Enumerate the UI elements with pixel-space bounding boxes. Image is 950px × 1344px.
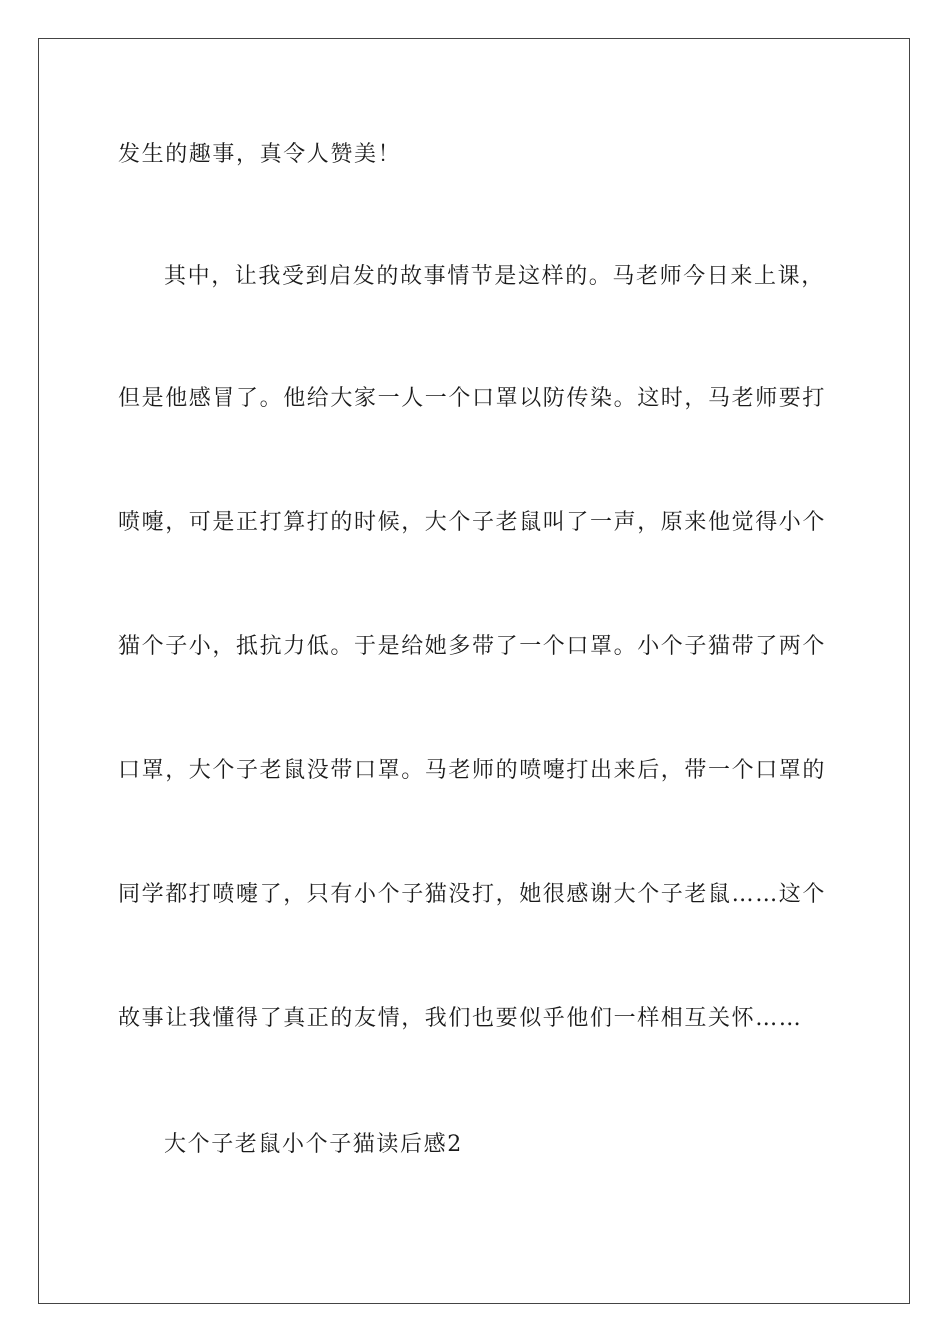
page-border <box>38 38 910 1304</box>
section-title: 大个子老鼠小个子猫读后感2 <box>164 1132 463 1157</box>
paragraph-line-3: 但是他感冒了。他给大家一人一个口罩以防传染。这时，马老师要打 <box>118 386 827 411</box>
paragraph-line-2: 其中，让我受到启发的故事情节是这样的。马老师今日来上课， <box>164 264 825 289</box>
paragraph-line-5: 猫个子小，抵抗力低。于是给她多带了一个口罩。小个子猫带了两个 <box>118 634 827 659</box>
paragraph-line-7: 同学都打喷嚏了，只有小个子猫没打，她很感谢大个子老鼠……这个 <box>118 882 827 907</box>
paragraph-line-6: 口罩，大个子老鼠没带口罩。马老师的喷嚏打出来后，带一个口罩的 <box>118 758 827 783</box>
paragraph-line-1: 发生的趣事，真令人赞美！ <box>118 142 402 167</box>
paragraph-line-4: 喷嚏，可是正打算打的时候，大个子老鼠叫了一声，原来他觉得小个 <box>118 510 827 535</box>
paragraph-line-8: 故事让我懂得了真正的友情，我们也要似乎他们一样相互关怀…… <box>118 1006 803 1031</box>
